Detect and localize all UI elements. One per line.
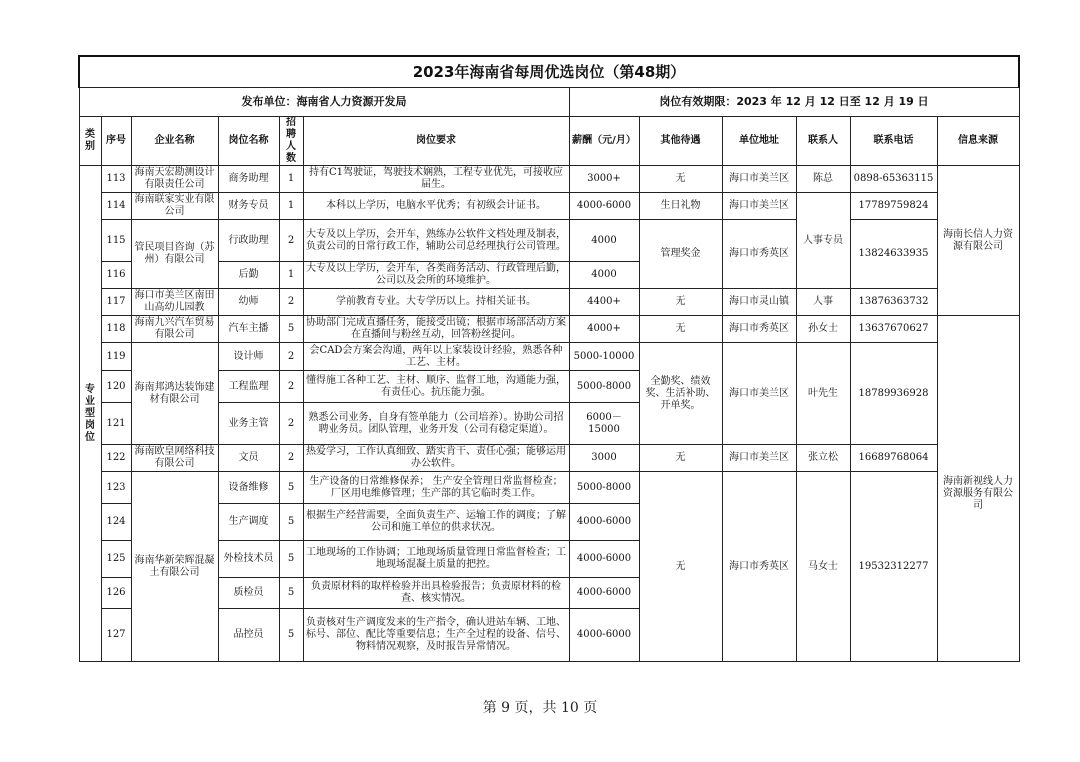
salary-cell: 4000	[569, 262, 639, 289]
benefits-cell: 生日礼物	[639, 193, 722, 220]
seq-cell: 121	[101, 403, 131, 445]
source-cell: 海南长信人力资源有限公司	[937, 166, 1019, 316]
count-cell: 2	[279, 445, 303, 472]
count-cell: 5	[279, 316, 303, 343]
salary-cell: 4000-6000	[569, 504, 639, 541]
position-cell: 汽车主播	[218, 316, 279, 343]
category-cell: 专业型岗位	[79, 166, 101, 662]
header-source: 信息来源	[937, 117, 1019, 166]
position-cell: 工程监理	[218, 371, 279, 403]
position-cell: 业务主管	[218, 403, 279, 445]
requirements-cell: 热爱学习，工作认真细致、踏实肯干、责任心强；能够运用办公软件。	[303, 445, 569, 472]
benefits-cell: 全勤奖、绩效奖、生活补助、开单奖。	[639, 343, 722, 445]
company-cell: 海南欧皇网络科技有限公司	[131, 445, 218, 472]
count-cell: 1	[279, 193, 303, 220]
salary-cell: 4000-6000	[569, 609, 639, 662]
requirements-cell: 协助部门完成直播任务，能接受出镜；根据市场部活动方案在直播间与粉丝互动，回答粉丝提问。	[303, 316, 569, 343]
address-cell: 海口市秀英区	[722, 316, 796, 343]
table-header-row	[79, 117, 1019, 166]
phone-cell: 13824633935	[850, 220, 937, 289]
benefits-cell: 无	[639, 289, 722, 316]
position-cell: 生产调度	[218, 504, 279, 541]
position-cell: 质检员	[218, 578, 279, 609]
contact-cell: 陈总	[796, 166, 850, 193]
header-phone: 联系电话	[850, 117, 937, 166]
count-cell: 5	[279, 472, 303, 504]
seq-cell: 113	[101, 166, 131, 193]
salary-cell: 3000	[569, 445, 639, 472]
requirements-cell: 根据生产经营需要，全面负责生产、运输工作的调度；了解公司和施工单位的供求状况。	[303, 504, 569, 541]
address-cell: 海口市秀英区	[722, 472, 796, 662]
seq-cell: 123	[101, 472, 131, 504]
job-listing-table	[78, 55, 1020, 662]
salary-cell: 4000+	[569, 316, 639, 343]
publisher: 发布单位：海南省人力资源开发局	[79, 88, 569, 117]
seq-cell: 118	[101, 316, 131, 343]
seq-cell: 116	[101, 262, 131, 289]
address-cell: 海口市灵山镇	[722, 289, 796, 316]
requirements-cell: 熟悉公司业务，自身有签单能力（公司培养）。协助公司招聘业务员。团队管理，业务开发（公司有稳定渠道）。	[303, 403, 569, 445]
seq-cell: 114	[101, 193, 131, 220]
phone-cell: 16689768064	[850, 445, 937, 472]
company-cell: 海口市美兰区南田山高幼儿园教	[131, 289, 218, 316]
address-cell: 海口市美兰区	[722, 193, 796, 220]
company-cell: 海南邦鸿达装饰建材有限公司	[131, 343, 218, 445]
benefits-cell: 无	[639, 316, 722, 343]
benefits-cell: 无	[639, 445, 722, 472]
contact-cell: 叶先生	[796, 343, 850, 445]
count-cell: 2	[279, 289, 303, 316]
position-cell: 品控员	[218, 609, 279, 662]
company-cell: 海南联家实业有限公司	[131, 193, 218, 220]
benefits-cell: 无	[639, 472, 722, 662]
seq-cell: 125	[101, 541, 131, 578]
position-cell: 幼师	[218, 289, 279, 316]
requirements-cell: 大专及以上学历，会开车，熟练办公软件文档处理及制表，负责公司的日常行政工作，辅助公司总经理执行公司管理。	[303, 220, 569, 262]
contact-cell: 人事	[796, 289, 850, 316]
seq-cell: 126	[101, 578, 131, 609]
table-row	[79, 220, 1019, 262]
contact-cell: 孙女士	[796, 316, 850, 343]
requirements-cell: 会CAD会方案会沟通，两年以上家装设计经验，熟悉各种工艺、主材。	[303, 343, 569, 371]
count-cell: 1	[279, 262, 303, 289]
salary-cell: 4000	[569, 220, 639, 262]
page-footer: 第 9 页，共 10 页	[482, 700, 598, 716]
header-contact: 联系人	[796, 117, 850, 166]
requirements-cell: 本科以上学历，电脑水平优秀；有初级会计证书。	[303, 193, 569, 220]
position-cell: 商务助理	[218, 166, 279, 193]
address-cell: 海口市美兰区	[722, 445, 796, 472]
salary-cell: 5000-8000	[569, 371, 639, 403]
count-cell: 5	[279, 578, 303, 609]
phone-cell: 18789936928	[850, 343, 937, 445]
address-cell: 海口市秀英区	[722, 220, 796, 289]
requirements-cell: 工地现场的工作协调；工地现场质量管理日常监督检查；工地现场混凝土质量的把控。	[303, 541, 569, 578]
page-title: 2023年海南省每周优选岗位（第48期）	[79, 56, 1019, 88]
header-category: 类别	[79, 117, 101, 166]
table-row	[79, 193, 1019, 220]
contact-cell: 张立松	[796, 445, 850, 472]
count-cell: 5	[279, 609, 303, 662]
address-cell: 海口市美兰区	[722, 343, 796, 445]
header-requirements: 岗位要求	[303, 117, 569, 166]
header-company: 企业名称	[131, 117, 218, 166]
contact-cell: 马女士	[796, 472, 850, 662]
count-cell: 5	[279, 541, 303, 578]
source-cell: 海南新视线人力资源服务有限公司	[937, 316, 1019, 662]
validity-period: 岗位有效期限：2023 年 12 月 12 日至 12 月 19 日	[569, 88, 1019, 117]
requirements-cell: 负责原材料的取样检验并出具检验报告；负责原材料的检查、核实情况。	[303, 578, 569, 609]
company-cell: 海南天宏勘测设计有限责任公司	[131, 166, 218, 193]
header-address: 单位地址	[722, 117, 796, 166]
phone-cell: 13637670627	[850, 316, 937, 343]
requirements-cell: 大专及以上学历，会开车，各类商务活动、行政管理后勤，公司以及会所的环境维护。	[303, 262, 569, 289]
salary-cell: 5000-8000	[569, 472, 639, 504]
company-cell: 管民项目咨询（苏州）有限公司	[131, 220, 218, 289]
header-count: 招聘人数	[279, 117, 303, 166]
phone-cell: 19532312277	[850, 472, 937, 662]
seq-cell: 119	[101, 343, 131, 371]
position-cell: 设备维修	[218, 472, 279, 504]
salary-cell: 4000-6000	[569, 578, 639, 609]
table-row	[79, 316, 1019, 343]
phone-cell: 0898-65363115	[850, 166, 937, 193]
position-cell: 行政助理	[218, 220, 279, 262]
company-cell: 海南九兴汽车贸易有限公司	[131, 316, 218, 343]
count-cell: 5	[279, 504, 303, 541]
seq-cell: 127	[101, 609, 131, 662]
phone-cell: 17789759824	[850, 193, 937, 220]
salary-cell: 4000-6000	[569, 541, 639, 578]
requirements-cell: 生产设备的日常维修保养； 生产安全管理日常监督检查；厂区用电维修管理；生产部的其它临时类工作。	[303, 472, 569, 504]
position-cell: 财务专员	[218, 193, 279, 220]
table-row	[79, 472, 1019, 504]
header-seq: 序号	[101, 117, 131, 166]
count-cell: 1	[279, 166, 303, 193]
requirements-cell: 负责核对生产调度发来的生产指令，确认进站车辆、工地、标号、部位、配比等重要信息；生产全过程的设备、信号、物料情况观察，及时报告异常情况。	[303, 609, 569, 662]
seq-cell: 115	[101, 220, 131, 262]
address-cell: 海口市美兰区	[722, 166, 796, 193]
seq-cell: 120	[101, 371, 131, 403]
position-cell: 后勤	[218, 262, 279, 289]
seq-cell: 122	[101, 445, 131, 472]
benefits-cell: 管理奖金	[639, 220, 722, 289]
requirements-cell: 懂得施工各种工艺、主材、顺序、监督工地，沟通能力强，有责任心。抗压能力强。	[303, 371, 569, 403]
header-salary: 薪酬（元/月）	[569, 117, 639, 166]
header-position: 岗位名称	[218, 117, 279, 166]
salary-cell: 4000-6000	[569, 193, 639, 220]
count-cell: 2	[279, 343, 303, 371]
position-cell: 设计师	[218, 343, 279, 371]
seq-cell: 124	[101, 504, 131, 541]
salary-cell: 4400+	[569, 289, 639, 316]
requirements-cell: 学前教育专业。大专学历以上。持相关证书。	[303, 289, 569, 316]
phone-cell: 13876363732	[850, 289, 937, 316]
salary-cell: 3000+	[569, 166, 639, 193]
salary-cell: 5000-10000	[569, 343, 639, 371]
header-benefits: 其他待遇	[639, 117, 722, 166]
seq-cell: 117	[101, 289, 131, 316]
position-cell: 文员	[218, 445, 279, 472]
table-row	[79, 445, 1019, 472]
contact-cell: 人事专员	[796, 193, 850, 289]
company-cell: 海南华新荣辉混凝土有限公司	[131, 472, 218, 662]
count-cell: 2	[279, 371, 303, 403]
benefits-cell: 无	[639, 166, 722, 193]
position-cell: 外检技术员	[218, 541, 279, 578]
count-cell: 2	[279, 403, 303, 445]
salary-cell: 6000－15000	[569, 403, 639, 445]
table-row	[79, 343, 1019, 371]
count-cell: 2	[279, 220, 303, 262]
requirements-cell: 持有C1驾驶证，驾驶技术娴熟，工程专业优先，可接收应届生。	[303, 166, 569, 193]
table-row	[79, 166, 1019, 193]
table-row	[79, 289, 1019, 316]
